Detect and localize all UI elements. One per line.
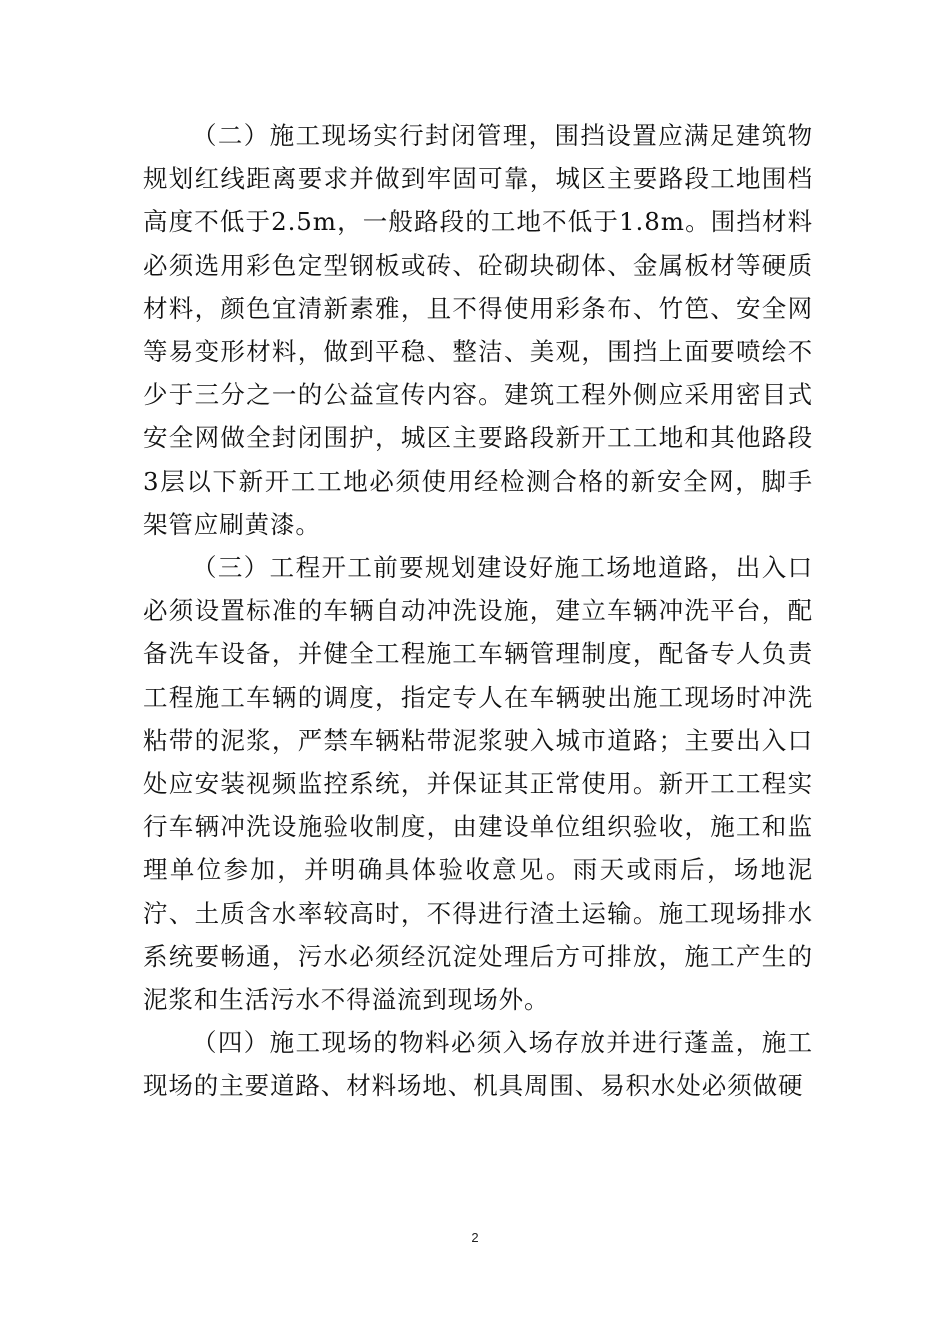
page-number: 2 xyxy=(471,1230,479,1245)
body-text xyxy=(143,114,813,1108)
paragraph-4: （四）施工现场的物料必须入场存放并进行蓬盖，施工现场的主要道路、材料场地、机具周围、易积水处必须做硬 xyxy=(143,1028,813,1101)
paragraph-3: （三）工程开工前要规划建设好施工场地道路，出入口必须设置标准的车辆自动冲洗设施，建立车辆冲洗平台，配备洗车设备，并健全工程施工车辆管理制度，配备专人负责工程施工车辆的调度，指定专人在车辆驶出施工现场时冲洗粘带的泥浆，严禁车辆粘带泥浆驶入城市道路；主要出入口处应安装视频监控系统，并保证其正常使用。新开工工程实行车辆冲洗设施验收制度，由建设单位组织验收，施工和监理单位参加，并明确具体验收意见。雨天或雨后，场地泥泞、土质含水率较高时，不得进行渣土运输。施工现场排水系统要畅通，污水必须经沉淀处理后方可排放，施工产生的泥浆和生活污水不得溢流到现场外。 xyxy=(143,553,813,1015)
paragraph-2: （二）施工现场实行封闭管理，围挡设置应满足建筑物规划红线距离要求并做到牢固可靠，城区主要路段工地围档高度不低于2.5m，一般路段的工地不低于1.8m。围挡材料必须选用彩色定型钢板或砖、砼砌块砌体、金属板材等硬质材料，颜色宜清新素雅，且不得使用彩条布、竹笆、安全网等易变形材料，做到平稳、整洁、美观，围挡上面要喷绘不少于三分之一的公益宣传内容。建筑工程外侧应采用密目式安全网做全封闭围护，城区主要路段新开工工地和其他路段3层以下新开工工地必须使用经检测合格的新安全网，脚手架管应刷黄漆。 xyxy=(143,121,813,539)
